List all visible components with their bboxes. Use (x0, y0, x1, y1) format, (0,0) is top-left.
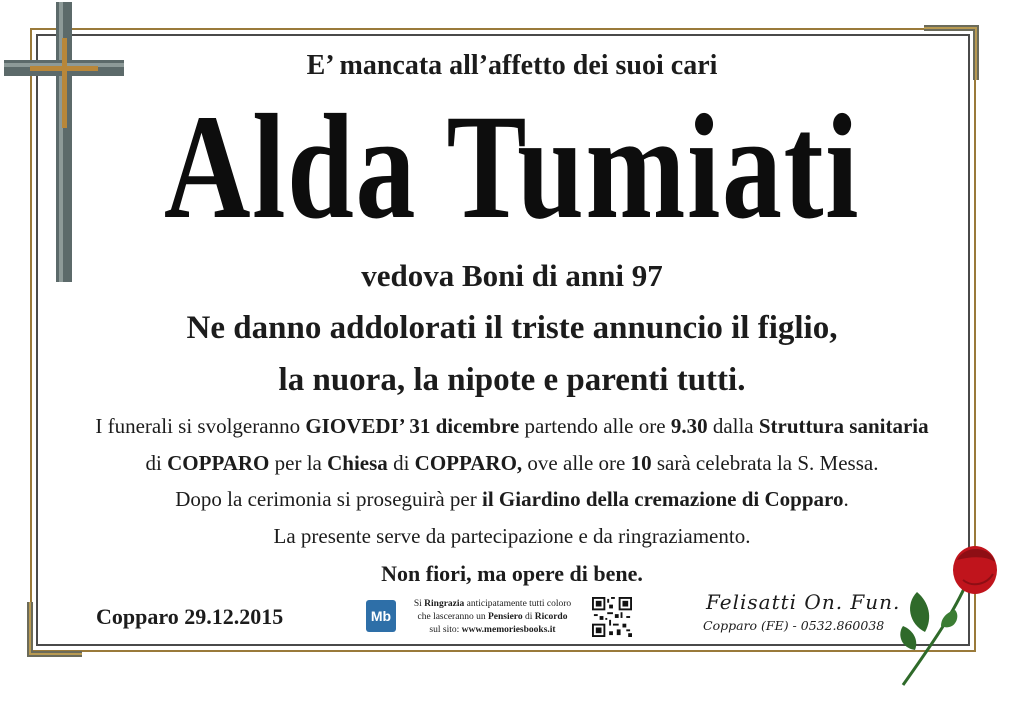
funeral-info-line-3: Dopo la cerimonia si proseguirà per il Giardino della cremazione di Copparo. (175, 487, 849, 511)
family-line-2: la nuora, la nipote e parenti tutti. (278, 362, 746, 398)
qr-code-icon[interactable] (592, 597, 632, 637)
funeral-home-name: Felisatti On. Fun. (706, 590, 901, 614)
subtitle-line: vedova Boni di anni 97 (361, 258, 663, 293)
intro-line: E’ mancata all’affetto dei suoi cari (306, 50, 718, 81)
date-line: Copparo 29.12.2015 (96, 604, 284, 629)
participation-line: La presente serve da partecipazione e da ringraziamento. (273, 524, 751, 548)
funeral-info-line-2: di COPPARO per la Chiesa di COPPARO, ove alle ore 10 sarà celebrata la S. Messa. (145, 451, 879, 475)
memoriesbooks-logo-icon: Mb (366, 600, 396, 632)
thanks-note: Si Ringrazia anticipatamente tutti coloro che lasceranno un Pensiero di Ricordo sul sito: www.memoriesbooks.it (413, 599, 572, 635)
deceased-name: Alda Tumiati (163, 84, 861, 250)
funeral-info-line-1: I funerali si svolgeranno GIOVEDI’ 31 dicembre partendo alle ore 9.30 dalla Struttura sanitaria (95, 414, 929, 438)
no-flowers-line: Non fiori, ma opere di bene. (381, 561, 643, 586)
funeral-home-contact: Copparo (FE) - 0532.860038 (703, 618, 885, 633)
family-line-1: Ne danno addolorati il triste annuncio il figlio, (186, 310, 838, 346)
corner-ornament-bottom-left (24, 598, 86, 660)
